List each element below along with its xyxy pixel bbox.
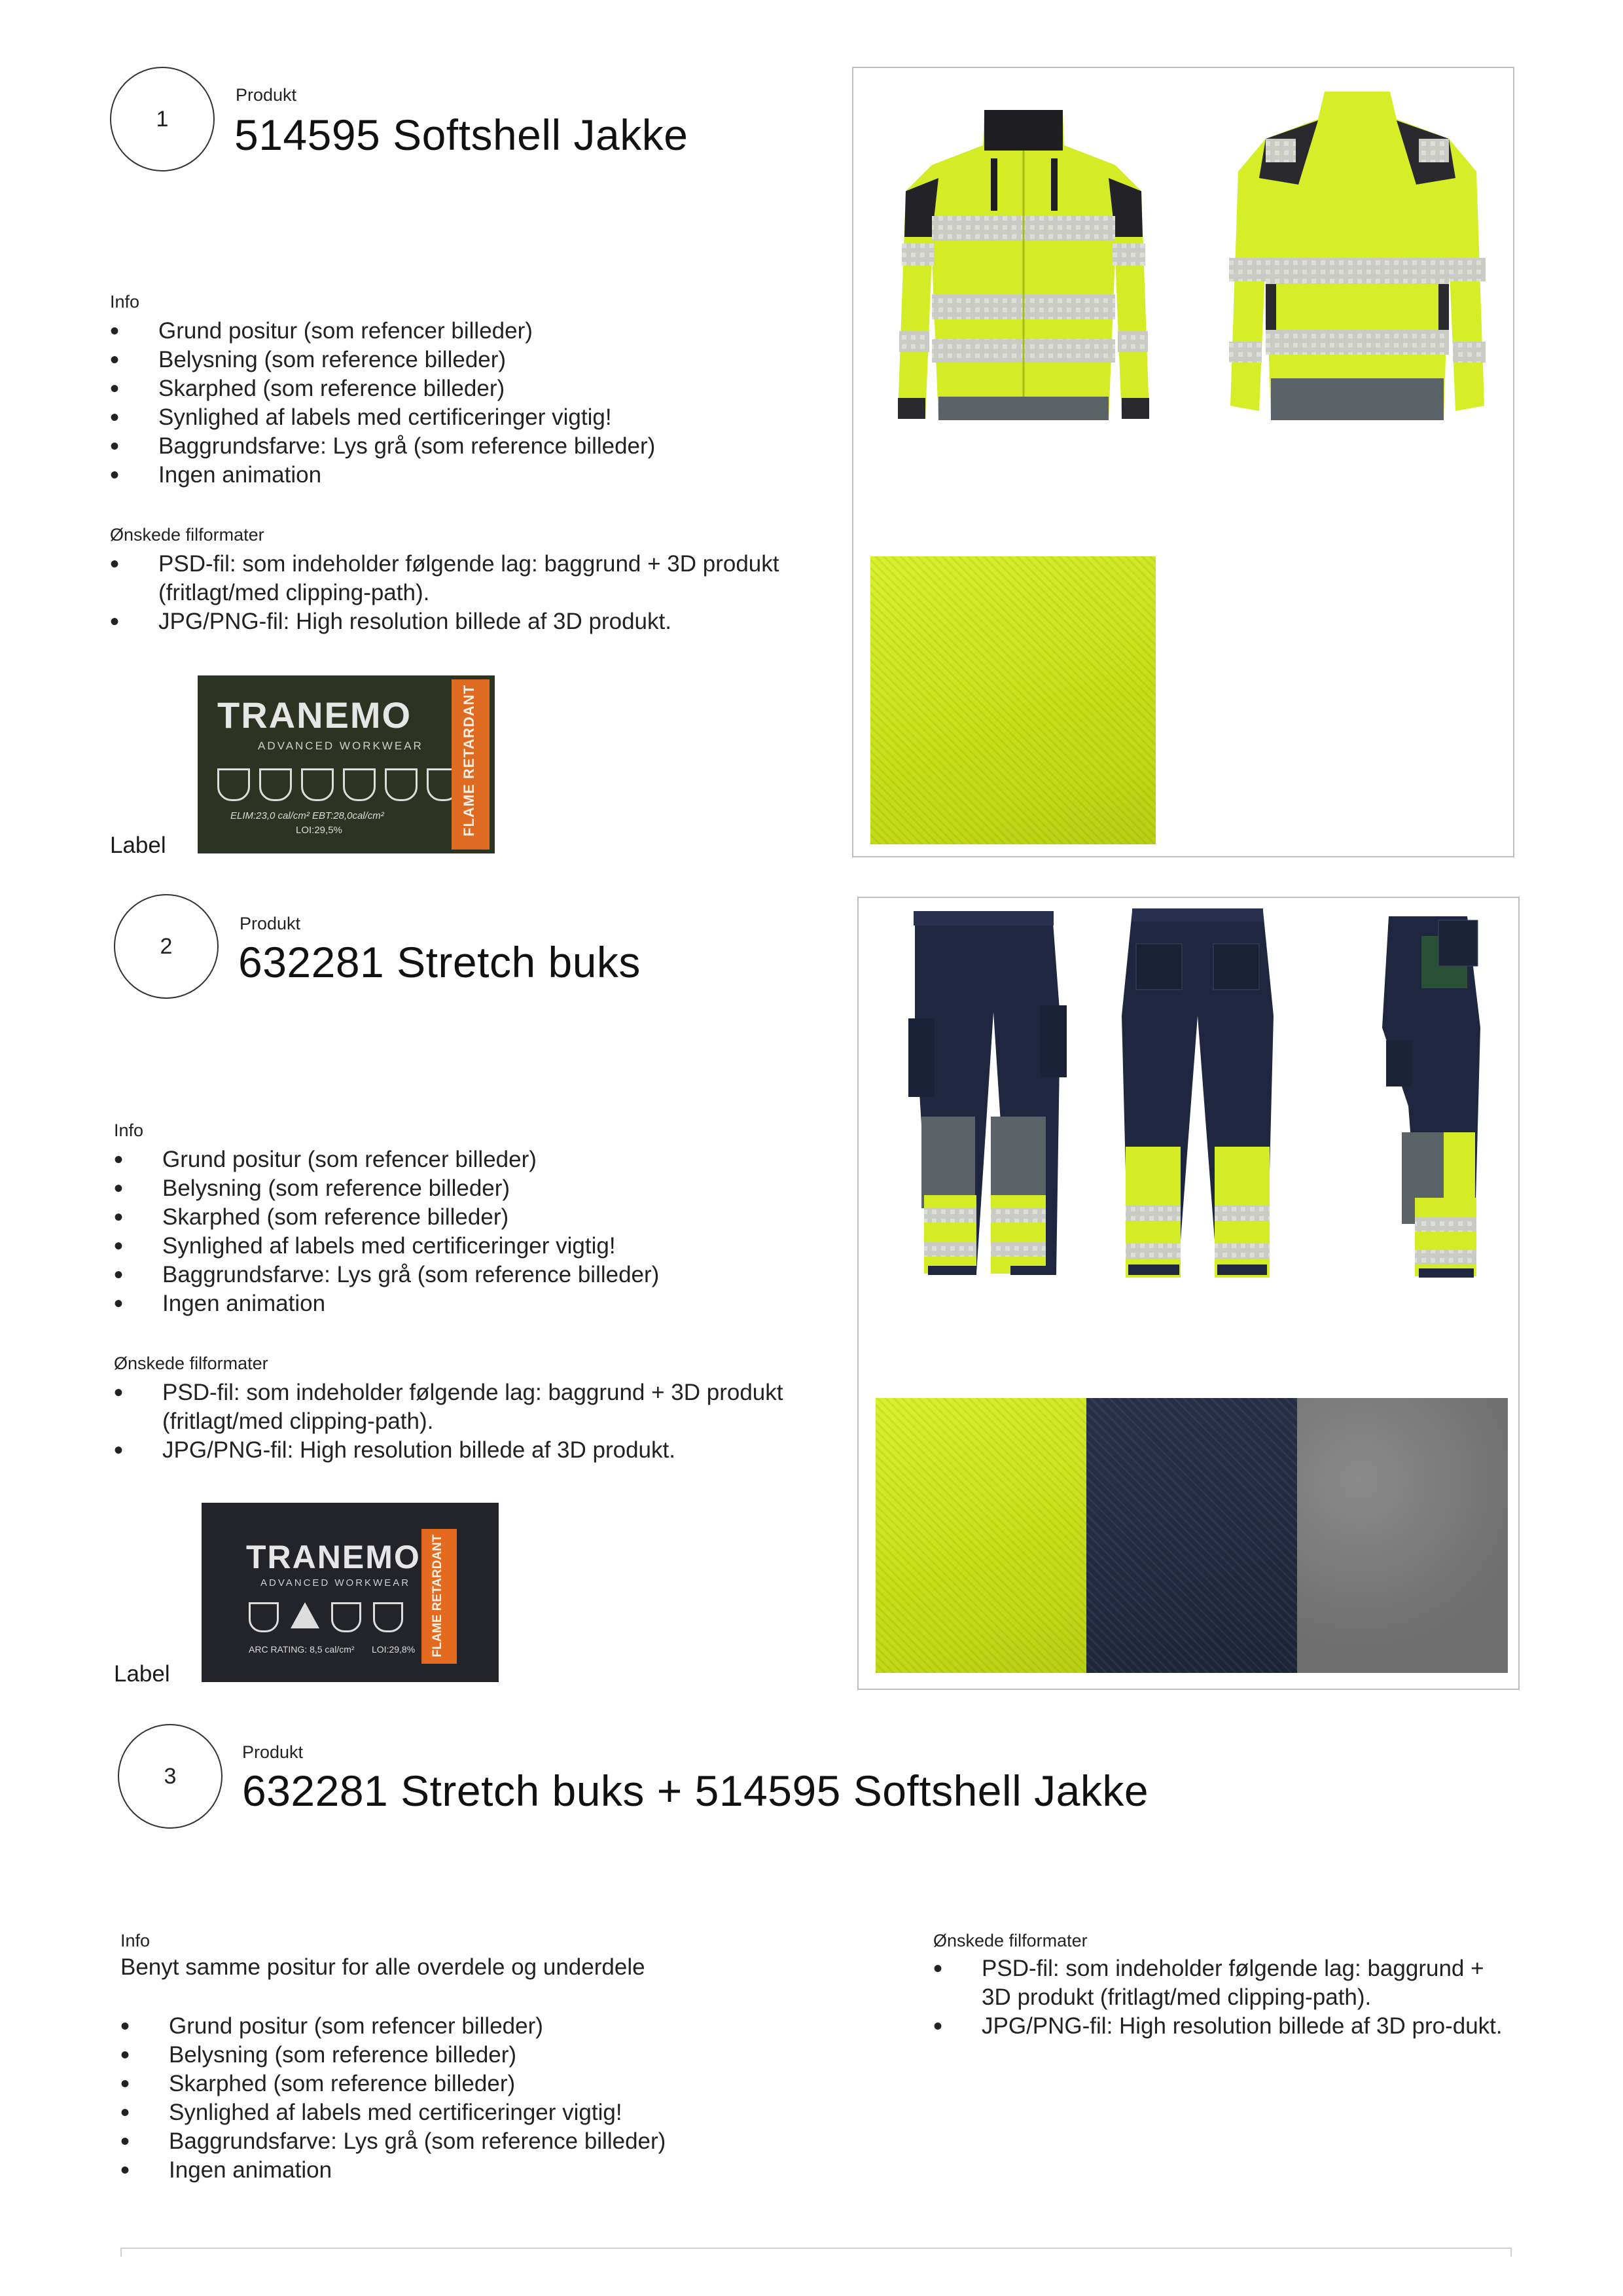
section-1-image-panel (852, 67, 1514, 857)
section-1-info-list (110, 317, 830, 490)
list-item: • Grund positur (som refencer billeder) (114, 1145, 834, 1174)
section-3-info-list (120, 2012, 840, 2185)
section-2-number (114, 894, 219, 999)
section-3-formats-label: Ønskede filformater (933, 1931, 1088, 1950)
pants-back-image (1113, 905, 1283, 1293)
section-number-text: 1 (156, 106, 169, 132)
fabric-swatch-yellow (870, 556, 1156, 844)
pants-front-image (895, 907, 1076, 1293)
section-1-formats-label: Ønskede filformater (110, 525, 264, 545)
section-2-title: 632281 Stretch buks (238, 938, 641, 986)
label-loi-text: LOI:29,5% (296, 825, 342, 836)
list-item: • Skarphed (som reference billeder) (110, 374, 830, 403)
list-item: • Belysning (som reference billeder) (120, 2041, 840, 2070)
section-3-number (118, 1724, 223, 1829)
section-number-text: 3 (164, 1763, 177, 1789)
section-1-number (110, 67, 215, 171)
label-orange-tag (452, 679, 490, 850)
section-3-formats-list (933, 1954, 1509, 2041)
list-item: • Ingen animation (120, 2156, 840, 2185)
label-brand-text: TRANEMO (217, 694, 412, 736)
label-orange-tag (421, 1529, 457, 1664)
label-rating-text: ELIM:23,0 cal/cm² EBT:28,0cal/cm² (230, 810, 384, 821)
label-image (198, 675, 495, 853)
fabric-swatch-grey (1297, 1398, 1508, 1673)
section-1-title: 514595 Softshell Jakke (234, 111, 688, 159)
label-sub-text: ADVANCED WORKWEAR (260, 1577, 411, 1588)
list-item: • PSD-fil: som indeholder følgende lag: baggrund + 3D produkt (fritlagt/med clipping-path). (110, 550, 836, 607)
list-item: • Skarphed (som reference billeder) (114, 1203, 834, 1232)
section-1-info-label: Info (110, 292, 140, 312)
section-2-formats-list (114, 1378, 840, 1465)
label-brand-text: TRANEMO (246, 1539, 421, 1575)
label-tag-text: FLAME RETARDANT (431, 1534, 444, 1657)
jacket-back-image (1220, 86, 1495, 446)
label-tag-text: FLAME RETARDANT (461, 684, 477, 836)
section-3-product-label: Produkt (242, 1742, 304, 1762)
list-item: • Synlighed af labels med certificeringer vigtig! (114, 1232, 834, 1261)
section-3-info-label: Info (120, 1931, 151, 1950)
section-1-product-label: Produkt (236, 85, 297, 105)
list-item: • JPG/PNG-fil: High resolution billede af 3D produkt. (114, 1436, 840, 1465)
fabric-swatch-yellow (876, 1398, 1086, 1673)
list-item: • PSD-fil: som indeholder følgende lag: baggrund + 3D produkt (fritlagt/med clipping-path). (933, 1954, 1509, 2012)
section-2-info-list (114, 1145, 834, 1318)
section-2-image-panel (857, 897, 1520, 1690)
list-item: • Belysning (som reference billeder) (110, 346, 830, 374)
list-item: • Ingen animation (114, 1289, 834, 1318)
section-3-info-intro: Benyt samme positur for alle overdele og underdele (120, 1954, 645, 1980)
list-item: • Baggrundsfarve: Lys grå (som reference billeder) (110, 432, 830, 461)
label-certification-icons (249, 1602, 403, 1632)
section-2-product-label: Produkt (240, 914, 301, 933)
list-item: • JPG/PNG-fil: High resolution billede af 3D pro-dukt. (933, 2012, 1509, 2041)
bottom-divider (120, 2248, 1512, 2249)
section-number-text: 2 (160, 933, 173, 959)
list-item: • Baggrundsfarve: Lys grå (som reference billeder) (114, 1261, 834, 1289)
list-item: • Skarphed (som reference billeder) (120, 2070, 840, 2098)
section-2-formats-label: Ønskede filformater (114, 1354, 268, 1373)
list-item: • PSD-fil: som indeholder følgende lag: baggrund + 3D produkt (fritlagt/med clipping-path). (114, 1378, 840, 1436)
list-item: • Grund positur (som refencer billeder) (110, 317, 830, 346)
list-item: • Ingen animation (110, 461, 830, 490)
list-item: • Synlighed af labels med certificeringer vigtig! (120, 2098, 840, 2127)
fabric-swatch-navy (1086, 1398, 1297, 1673)
section-2-label-caption: Label (114, 1661, 170, 1687)
jacket-front-image (893, 106, 1154, 446)
section-2-info-label: Info (114, 1121, 144, 1140)
section-1-label-caption: Label (110, 833, 166, 858)
section-1-formats-list (110, 550, 836, 636)
bottom-divider-tick-left (120, 2248, 122, 2257)
label-rating-text: ARC RATING: 8,5 cal/cm² (249, 1644, 355, 1655)
label-sub-text: ADVANCED WORKWEAR (258, 740, 423, 752)
list-item: • Grund positur (som refencer billeder) (120, 2012, 840, 2041)
label-image (202, 1503, 499, 1682)
list-item: • Synlighed af labels med certificeringer vigtig! (110, 403, 830, 432)
label-certification-icons (217, 768, 459, 801)
list-item: • Belysning (som reference billeder) (114, 1174, 834, 1203)
section-3-title: 632281 Stretch buks + 514595 Softshell Jakke (242, 1767, 1149, 1815)
pants-side-image (1376, 910, 1493, 1292)
list-item: • Baggrundsfarve: Lys grå (som reference billeder) (120, 2127, 840, 2156)
list-item: • JPG/PNG-fil: High resolution billede af 3D produkt. (110, 607, 836, 636)
bottom-divider-tick-right (1510, 2248, 1512, 2257)
label-loi-text: LOI:29,8% (372, 1644, 416, 1655)
